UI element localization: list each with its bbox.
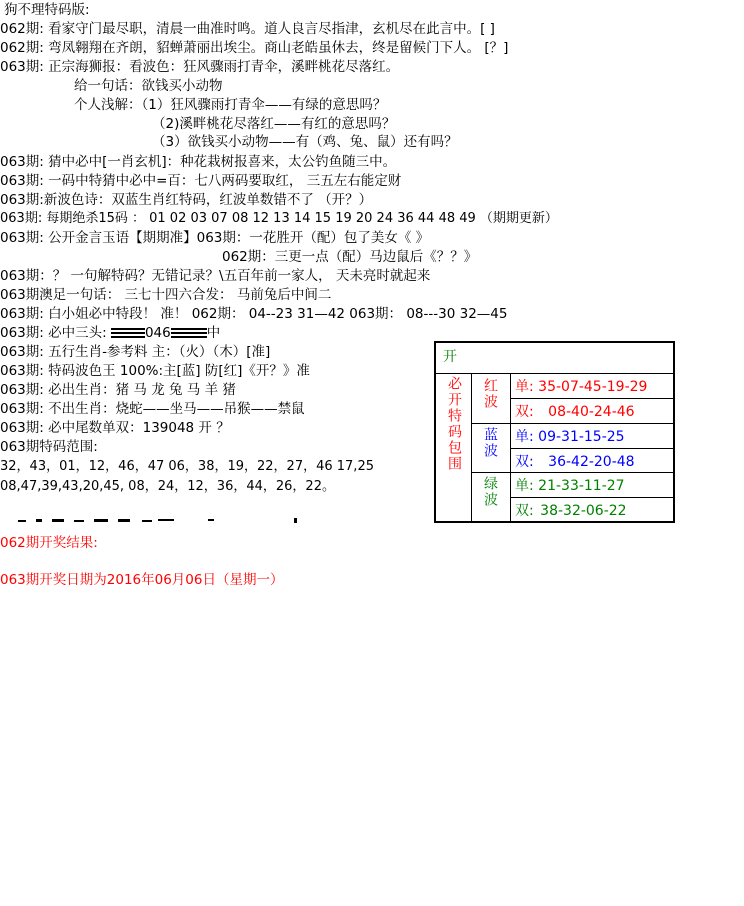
text-line: 063期特码范围:: [0, 439, 98, 455]
cropped-text-fragment: [18, 516, 300, 524]
text-line: 063期: 必出生肖：猪 马 龙 兔 马 羊 猪: [0, 382, 236, 398]
page-title: 狗不理特码版:: [4, 2, 90, 18]
shuang-numbers: 08-40-24-46: [548, 404, 635, 420]
text-line: 063期: 正宗海狮报：看波色：狂风骤雨打青伞，溪畔桃花尽落红。: [0, 59, 400, 75]
must-three-heads-label: 063期: 必中三头:: [0, 325, 107, 341]
text-line: 063期: 每期绝杀15码 ： 01 02 03 07 08 12 13 14 15 19 20 24 36 44 48 49 （期期更新）: [0, 211, 558, 226]
row-blue-dan-text: [515, 426, 625, 446]
shuang-numbers: 38-32-06-22: [540, 503, 627, 519]
text-line: [0, 324, 220, 342]
draw-date-063: 063期开奖日期为2016年06月06日（星期一）: [0, 572, 284, 588]
text-line: 063期澳足一句话： 三七十四六合发： 马前兔后中间二: [0, 287, 332, 303]
row-blue-shuang-text: [515, 451, 635, 471]
text-line: 063期：？ 一句解特码？无错记录？\五百年前一家人， 天未亮时就起来: [0, 268, 431, 284]
wave-label-red: 红波: [482, 378, 498, 410]
text-line: 062期: 弯凤翱翔在齐朗，貂蝉萧丽出埃尘。商山老皓虽休去，终是留候门下人。 [？]: [0, 40, 509, 56]
text-line: （3）欲钱买小动物——有（鸡、兔、鼠）还有吗？: [152, 134, 458, 150]
box-header-label: 开: [443, 349, 457, 365]
text-line: 063期: 一码中特猜中必中=百：七八两码要取红， 三五左右能定财: [0, 173, 402, 189]
row-green-dan-text: [515, 475, 625, 495]
text-line: 个人浅解：（1）狂风骤雨打青伞——有绿的意思吗？: [74, 97, 387, 113]
dan-label: 单:: [515, 379, 534, 395]
heads-suffix: 中: [206, 325, 221, 341]
dan-numbers: 35-07-45-19-29: [538, 379, 648, 395]
wave-label-blue: 蓝波: [482, 427, 498, 459]
dan-label: 单:: [515, 478, 534, 494]
dan-numbers: 21-33-11-27: [538, 478, 625, 494]
text-line: 062期: 看家守门最尽职，清晨一曲准时鸣。道人良言尽指津，玄机尽在此言中。[ ]: [0, 21, 495, 37]
bars-decoration: [171, 328, 207, 339]
text-line: 063期: 公开金言玉语【期期准】063期：一花胜开（配）包了美女《 》: [0, 230, 430, 246]
text-line: 08,47,39,43,20,45, 08，24，12，36，44，26，22。: [0, 479, 335, 494]
shuang-label: 双:: [515, 454, 534, 470]
text-line: 063期: 必中尾数单双：139048 开 ？: [0, 420, 230, 436]
dan-numbers: 09-31-15-25: [538, 429, 625, 445]
text-line: （2)溪畔桃花尽落红——有红的意思吗？: [152, 116, 396, 132]
row-green-shuang-text: [515, 500, 627, 520]
text-line: 给一句话：欲钱买小动物: [74, 78, 223, 94]
text-line: 063期:新波色诗：双蓝生肖红特码，红波单数错不了 （开？）: [0, 192, 373, 208]
dan-label: 单:: [515, 429, 534, 445]
heads-value: 046: [144, 325, 171, 341]
shuang-label: 双:: [515, 404, 534, 420]
shuang-numbers: 36-42-20-48: [548, 454, 635, 470]
text-line: 063期: 不出生肖：烧蛇——坐马——吊猴——禁鼠: [0, 401, 305, 417]
text-line: 32，43，01，12，46，47 06，38，19，22，27，46 17,25: [0, 459, 374, 474]
text-line: 063期: 白小姐必中特段！ 准！ 062期： 04--23 31—42 063期： 08---30 32—45: [0, 306, 508, 322]
text-line: 063期: 特码波色王 100%:主[蓝] 防[红]《开？》准: [0, 363, 310, 379]
left-label-text: 必开特码包围: [446, 376, 462, 472]
wave-label-green: 绿波: [482, 476, 498, 508]
box-header: [435, 342, 674, 374]
shuang-label: 双:: [515, 503, 534, 519]
row-red-dan-text: [515, 376, 647, 396]
row-red-shuang-text: [515, 401, 635, 421]
draw-result-062: 062期开奖结果:: [0, 535, 98, 551]
special-number-box: [434, 341, 675, 523]
bars-decoration: [111, 328, 145, 339]
text-line: 062期：三更一点（配）马边鼠后《？？》: [222, 249, 478, 265]
text-line: 063期: 五行生肖-参考料 主：（火）（木）[准]: [0, 344, 271, 360]
text-line: 063期: 猜中必中[一肖玄机]：种花栽树报喜来，太公钓鱼随三中。: [0, 154, 397, 170]
